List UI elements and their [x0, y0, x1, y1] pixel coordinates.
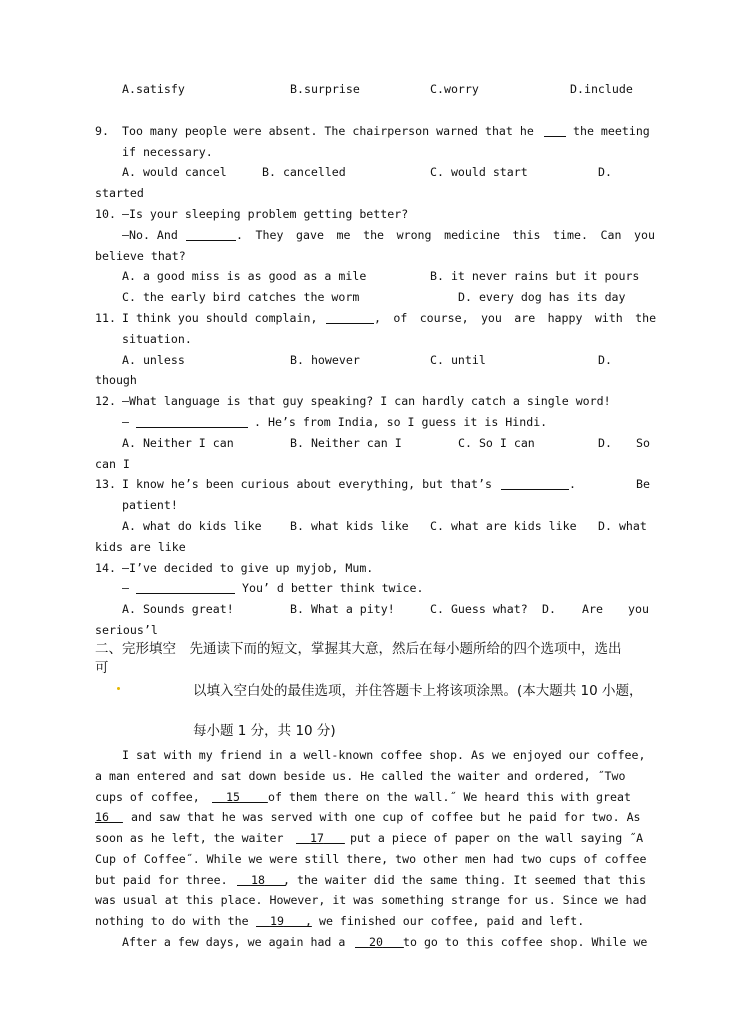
section2-instruction-line4: 每小题 1 分，共 10 分): [193, 723, 336, 739]
q14-number: 14.: [95, 561, 116, 575]
passage-line-5-start: soon as he left, the waiter: [95, 831, 284, 845]
q11-blank: [326, 312, 374, 324]
q11-option-d: D.: [598, 353, 612, 367]
q14-line2-end: You’ d better think twice.: [235, 581, 424, 595]
section2-instruction-line2: 可: [95, 660, 109, 676]
q9-stem-end: the meeting: [573, 124, 650, 138]
q11-option-a: A. unless: [122, 353, 185, 367]
q13-line1-start: I know he’s been curious about everything, but that’s: [122, 477, 492, 491]
q12-line2-end: . He’s from India, so I guess it is Hindi.: [254, 415, 548, 429]
q14-option-a: A. Sounds great!: [122, 602, 234, 616]
q10-line1: —Is your sleeping problem getting better?: [122, 207, 409, 221]
q13-line1-end: Be: [636, 477, 650, 491]
q8-option-b: B.surprise: [290, 82, 360, 96]
q10-line2-start: —No. And: [122, 228, 178, 242]
q14-option-d: D.: [542, 602, 556, 616]
q11-line1-start: I think you should complain,: [122, 311, 318, 325]
q10-option-d: D. every dog has its day: [458, 290, 626, 304]
q10-option-c: C. the early bird catches the worm: [122, 290, 360, 304]
q14-blank: [136, 582, 235, 594]
section2-instruction-line1: 二、完形填空 先通读下而的短文，掌握其大意，然后在每小题所给的四个选项中，选出: [95, 641, 622, 657]
q10-option-a: A. a good miss is as good as a mile: [122, 269, 367, 283]
q11-option-d-wrap: though: [95, 373, 137, 387]
q11-option-b: B. however: [290, 353, 360, 367]
passage-line-9-start: nothing to do with the: [95, 914, 249, 928]
q13-option-d-wrap: kids are like: [95, 540, 186, 554]
blank-18: 18: [250, 873, 265, 887]
q8-option-a: A.satisfy: [122, 82, 185, 96]
passage-line-10-start: After a few days, we again had a: [122, 935, 346, 949]
blank-20: 20: [368, 935, 383, 949]
q11-line1-end: , of course, you are happy with the: [374, 311, 657, 325]
passage-line-8: was usual at this place. However, it was something strange for us. Since we had: [95, 893, 647, 907]
decorative-dot: [117, 687, 120, 690]
q9-option-b: B. cancelled: [262, 165, 346, 179]
q8-option-c: C.worry: [430, 82, 479, 96]
q12-blank: [136, 416, 248, 428]
q14-option-d-text-2: you: [628, 602, 649, 616]
blank-17: 17: [309, 831, 324, 845]
passage-line-4: and saw that he was served with one cup of coffee but he paid for two. As: [131, 810, 641, 824]
passage-line-2: a man entered and sat down beside us. He called the waiter and ordered, ˝Two: [95, 769, 626, 783]
q9-option-a: A. would cancel: [122, 165, 227, 179]
passage-line-3-start: cups of coffee,: [95, 790, 200, 804]
q13-blank: [501, 478, 569, 490]
q10-option-b: B. it never rains but it pours: [430, 269, 640, 283]
q13-option-c: C. what are kids like: [430, 519, 577, 533]
q13-line2: patient!: [122, 498, 178, 512]
blank-15: 15: [225, 790, 240, 804]
q12-option-d-wrap: can I: [95, 457, 130, 471]
passage-line-5-end: put a piece of paper on the wall saying ˝A: [350, 831, 644, 845]
q12-line2-start: —: [122, 415, 129, 429]
q12-option-b: B. Neither can I: [290, 436, 402, 450]
passage-line-10-end: to go to this coffee shop. While we: [403, 935, 648, 949]
q13-line1-period: .: [569, 477, 576, 491]
q13-option-a: A. what do kids like: [122, 519, 262, 533]
q13-option-b: B. what kids like: [290, 519, 409, 533]
passage-line-1: I sat with my friend in a well-known coffee shop. As we enjoyed our coffee,: [122, 748, 646, 762]
section2-instruction-line3: 以填入空白处的最佳选项，并住答题卡上将该项涂黑。(本大题共 10 小题，: [193, 683, 643, 699]
q13-number: 13.: [95, 477, 116, 491]
q10-number: 10.: [95, 207, 116, 221]
q9-option-d-wrap: started: [95, 186, 144, 200]
q14-line2-start: —: [122, 581, 129, 595]
q10-line3: believe that?: [95, 249, 186, 263]
blank-19: 19: [269, 914, 284, 928]
q12-option-d: D.: [598, 436, 612, 450]
q9-number: 9.: [95, 124, 109, 138]
q10-blank: [186, 229, 236, 241]
q9-option-c: C. would start: [430, 165, 528, 179]
q9-stem: Too many people were absent. The chairperson warned that he: [122, 124, 534, 138]
q10-line2-end: . They gave me the wrong medicine this time. Can you: [236, 228, 655, 242]
passage-line-7-end: , the waiter did the same thing. It seemed that this: [283, 873, 646, 887]
q14-option-c: C. Guess what?: [430, 602, 528, 616]
q9-stem-line2: if necessary.: [122, 145, 213, 159]
q12-number: 12.: [95, 394, 116, 408]
q12-option-a: A. Neither I can: [122, 436, 234, 450]
q8-option-d: D.include: [570, 82, 633, 96]
q14-option-d-wrap: serious’l: [95, 623, 158, 637]
q14-line1: —I’ve decided to give up myjob, Mum.: [122, 561, 374, 575]
q12-option-d-text: So: [636, 436, 650, 450]
passage-line-7-start: but paid for three.: [95, 873, 228, 887]
passage-line-9-end: , we finished our coffee, paid and left.: [305, 914, 585, 928]
q11-number: 11.: [95, 311, 116, 325]
passage-line-6: Cup of Coffee˝. While we were still there, two other men had two cups of coffee: [95, 852, 647, 866]
q9-option-d: D.: [598, 165, 612, 179]
q11-option-c: C. until: [430, 353, 486, 367]
q14-option-d-text: Are: [582, 602, 603, 616]
q9-blank: [544, 125, 566, 137]
q14-option-b: B. What a pity!: [290, 602, 395, 616]
blank-16: 16: [95, 810, 109, 824]
passage-line-3-end: of them there on the wall.˝ We heard this with great: [268, 790, 631, 804]
q13-option-d: D. what: [598, 519, 647, 533]
q12-option-c: C. So I can: [458, 436, 535, 450]
q11-line2: situation.: [122, 332, 192, 346]
q12-line1: —What language is that guy speaking? I can hardly catch a single word!: [122, 394, 611, 408]
